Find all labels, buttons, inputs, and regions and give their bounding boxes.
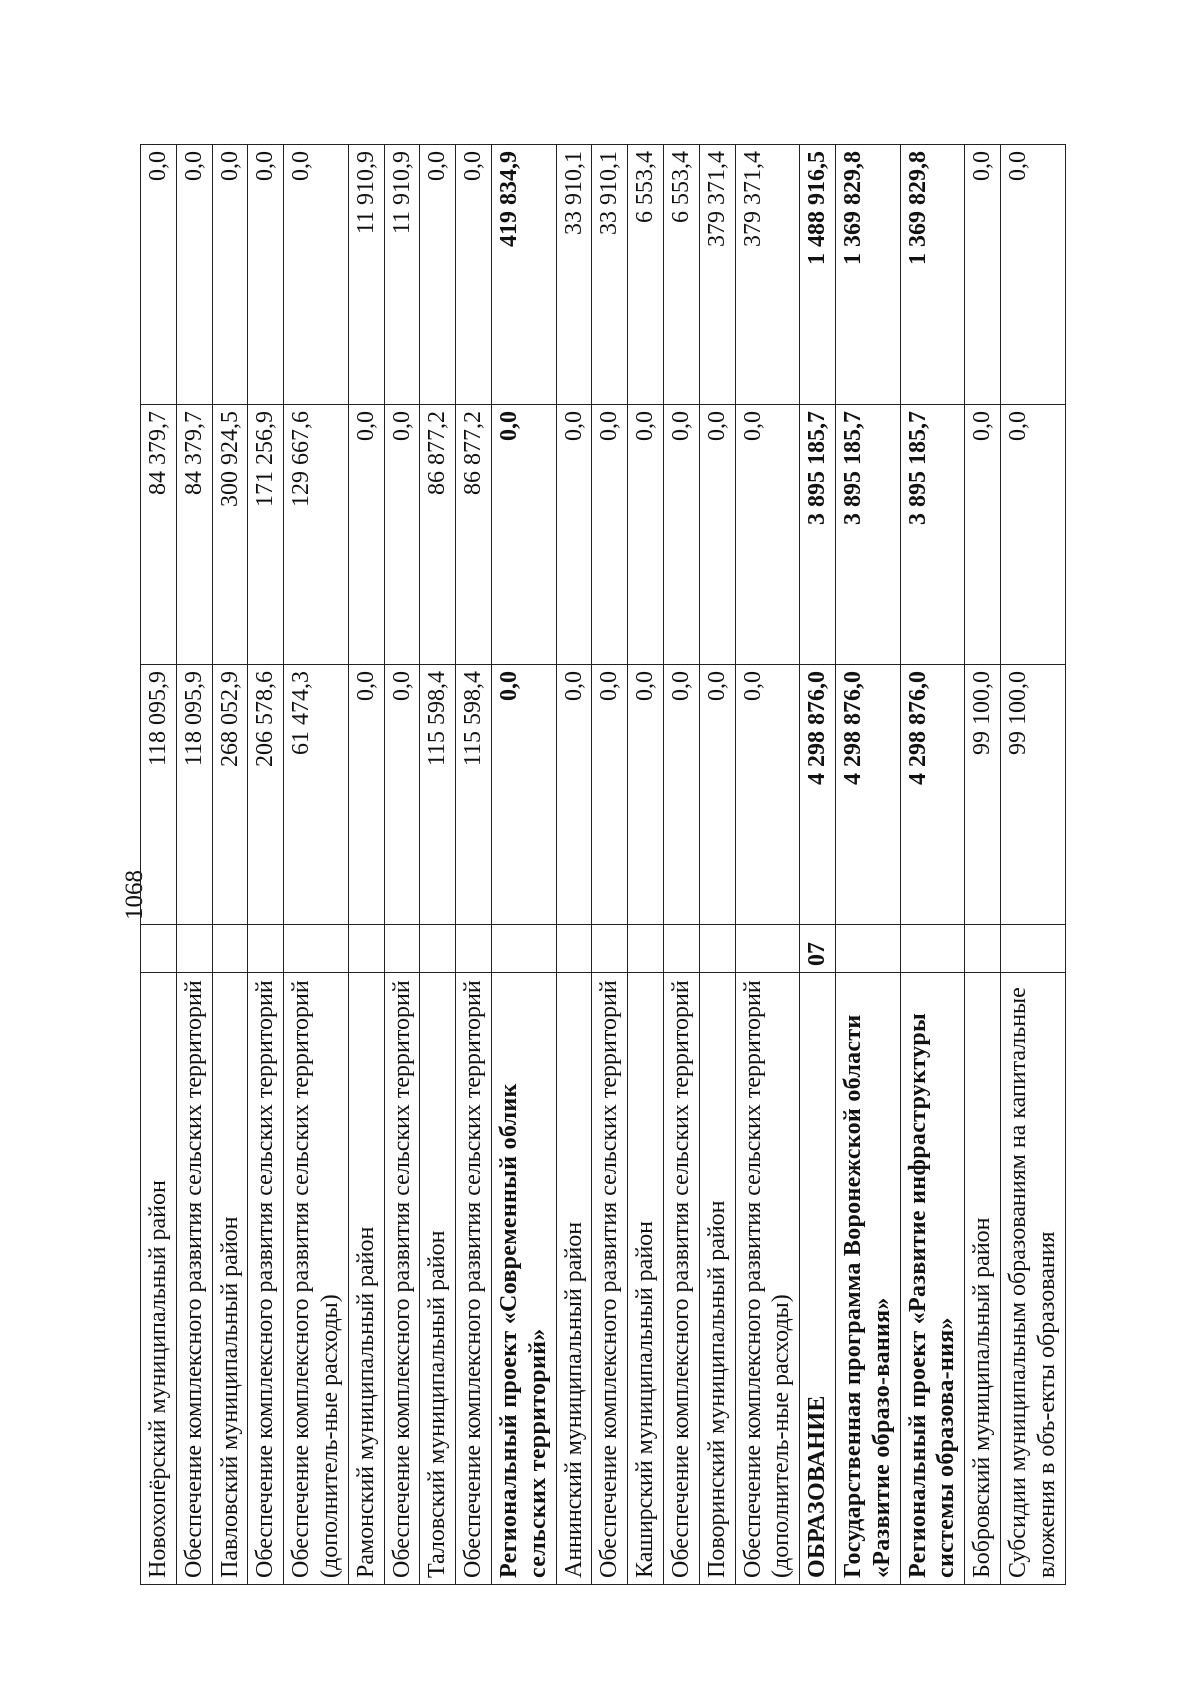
row-value-3: 0,0	[965, 145, 1001, 405]
row-value-1: 0,0	[491, 665, 556, 925]
row-value-3: 0,0	[284, 145, 349, 405]
row-value-1: 0,0	[628, 665, 664, 925]
row-value-1: 115 598,4	[456, 665, 492, 925]
row-value-2: 0,0	[592, 405, 628, 665]
row-value-2: 0,0	[1000, 405, 1065, 665]
table-row	[800, 145, 836, 1585]
row-label: Таловский муниципальный район	[420, 973, 456, 1585]
table-row	[835, 145, 900, 1585]
table-row	[735, 145, 800, 1585]
row-label: Обеспечение комплексного развития сельских территорий	[592, 973, 628, 1585]
row-value-3: 11 910,9	[384, 145, 420, 405]
row-section-code	[1000, 925, 1065, 973]
row-label: Обеспечение комплексного развития сельских территорий	[663, 973, 699, 1585]
row-value-1: 0,0	[699, 665, 735, 925]
row-label: Обеспечение комплексного развития сельских территорий	[384, 973, 420, 1585]
table-row	[965, 145, 1001, 1585]
row-value-1: 0,0	[663, 665, 699, 925]
row-value-2: 0,0	[735, 405, 800, 665]
row-value-1: 0,0	[592, 665, 628, 925]
row-value-1: 61 474,3	[284, 665, 349, 925]
row-value-3: 0,0	[176, 145, 212, 405]
row-value-3: 0,0	[1000, 145, 1065, 405]
table-row	[384, 145, 420, 1585]
row-value-3: 1 369 829,8	[835, 145, 900, 405]
row-value-3: 379 371,4	[735, 145, 800, 405]
row-value-1: 115 598,4	[420, 665, 456, 925]
row-value-2: 0,0	[348, 405, 384, 665]
row-value-3: 0,0	[248, 145, 284, 405]
row-value-2: 0,0	[628, 405, 664, 665]
row-value-1: 118 095,9	[176, 665, 212, 925]
row-value-3: 33 910,1	[556, 145, 592, 405]
row-label: ОБРАЗОВАНИЕ	[800, 973, 836, 1585]
row-section-code	[456, 925, 492, 973]
row-section-code	[556, 925, 592, 973]
row-value-3: 1 488 916,5	[800, 145, 836, 405]
row-value-3: 419 834,9	[491, 145, 556, 405]
row-label: Региональный проект «Современный облик сельских территорий»	[491, 973, 556, 1585]
row-section-code	[835, 925, 900, 973]
row-value-2: 171 256,9	[248, 405, 284, 665]
row-value-3: 6 553,4	[663, 145, 699, 405]
row-label: Обеспечение комплексного развития сельских территорий (дополнитель-ные расходы)	[284, 973, 349, 1585]
row-value-2: 0,0	[699, 405, 735, 665]
table-row	[141, 145, 177, 1585]
table-row	[592, 145, 628, 1585]
row-section-code	[248, 925, 284, 973]
row-value-3: 0,0	[212, 145, 248, 405]
row-value-2: 84 379,7	[141, 405, 177, 665]
row-value-2: 0,0	[663, 405, 699, 665]
row-section-code	[735, 925, 800, 973]
row-label: Бобровский муниципальный район	[965, 973, 1001, 1585]
row-value-2: 0,0	[491, 405, 556, 665]
row-value-3: 1 369 829,8	[900, 145, 965, 405]
row-section-code	[491, 925, 556, 973]
table-row	[348, 145, 384, 1585]
row-section-code: 07	[800, 925, 836, 973]
budget-table-body	[141, 145, 1066, 1585]
row-label: Региональный проект «Развитие инфраструктуры системы образова-ния»	[900, 973, 965, 1585]
table-row	[628, 145, 664, 1585]
row-label: Рамонский муниципальный район	[348, 973, 384, 1585]
row-section-code	[176, 925, 212, 973]
row-value-2: 129 667,6	[284, 405, 349, 665]
budget-table	[140, 144, 1066, 1585]
row-value-1: 0,0	[384, 665, 420, 925]
row-section-code	[592, 925, 628, 973]
row-value-3: 379 371,4	[699, 145, 735, 405]
row-value-1: 118 095,9	[141, 665, 177, 925]
row-label: Павловский муниципальный район	[212, 973, 248, 1585]
row-section-code	[284, 925, 349, 973]
row-section-code	[348, 925, 384, 973]
row-value-2: 3 895 185,7	[900, 405, 965, 665]
row-label: Новохопёрский муниципальный район	[141, 973, 177, 1585]
table-row	[1000, 145, 1065, 1585]
row-value-1: 206 578,6	[248, 665, 284, 925]
row-value-3: 33 910,1	[592, 145, 628, 405]
row-value-2: 84 379,7	[176, 405, 212, 665]
table-row	[420, 145, 456, 1585]
rotated-table-container	[140, 145, 1060, 1585]
row-value-3: 0,0	[420, 145, 456, 405]
row-value-1: 0,0	[735, 665, 800, 925]
row-label: Обеспечение комплексного развития сельских территорий	[456, 973, 492, 1585]
row-value-1: 0,0	[348, 665, 384, 925]
row-section-code	[663, 925, 699, 973]
page-number: 1068	[121, 870, 148, 920]
row-value-3: 11 910,9	[348, 145, 384, 405]
table-row	[900, 145, 965, 1585]
row-label: Обеспечение комплексного развития сельских территорий (дополнитель-ные расходы)	[735, 973, 800, 1585]
row-value-1: 0,0	[556, 665, 592, 925]
row-value-1: 268 052,9	[212, 665, 248, 925]
row-section-code	[965, 925, 1001, 973]
table-row	[699, 145, 735, 1585]
row-value-2: 3 895 185,7	[835, 405, 900, 665]
row-value-3: 0,0	[456, 145, 492, 405]
table-row	[663, 145, 699, 1585]
row-value-2: 0,0	[965, 405, 1001, 665]
row-label: Поворинский муниципальный район	[699, 973, 735, 1585]
row-section-code	[699, 925, 735, 973]
row-value-3: 0,0	[141, 145, 177, 405]
row-value-2: 0,0	[384, 405, 420, 665]
table-row	[491, 145, 556, 1585]
row-section-code	[900, 925, 965, 973]
row-section-code	[628, 925, 664, 973]
row-label: Субсидии муниципальным образованиям на капитальные вложения в объ-екты образования	[1000, 973, 1065, 1585]
row-value-3: 6 553,4	[628, 145, 664, 405]
row-value-2: 3 895 185,7	[800, 405, 836, 665]
table-row	[456, 145, 492, 1585]
row-section-code	[141, 925, 177, 973]
row-label: Обеспечение комплексного развития сельских территорий	[176, 973, 212, 1585]
row-value-2: 86 877,2	[456, 405, 492, 665]
row-value-1: 4 298 876,0	[900, 665, 965, 925]
table-row	[248, 145, 284, 1585]
row-label: Каширский муниципальный район	[628, 973, 664, 1585]
row-value-1: 99 100,0	[965, 665, 1001, 925]
row-section-code	[212, 925, 248, 973]
row-value-2: 86 877,2	[420, 405, 456, 665]
row-value-2: 0,0	[556, 405, 592, 665]
table-row	[176, 145, 212, 1585]
row-label: Государственная программа Воронежской области «Развитие образо-вания»	[835, 973, 900, 1585]
row-section-code	[420, 925, 456, 973]
table-row	[284, 145, 349, 1585]
row-value-2: 300 924,5	[212, 405, 248, 665]
table-row	[212, 145, 248, 1585]
row-label: Аннинский муниципальный район	[556, 973, 592, 1585]
row-value-1: 99 100,0	[1000, 665, 1065, 925]
row-value-1: 4 298 876,0	[800, 665, 836, 925]
row-section-code	[384, 925, 420, 973]
row-value-1: 4 298 876,0	[835, 665, 900, 925]
table-row	[556, 145, 592, 1585]
row-label: Обеспечение комплексного развития сельских территорий	[248, 973, 284, 1585]
